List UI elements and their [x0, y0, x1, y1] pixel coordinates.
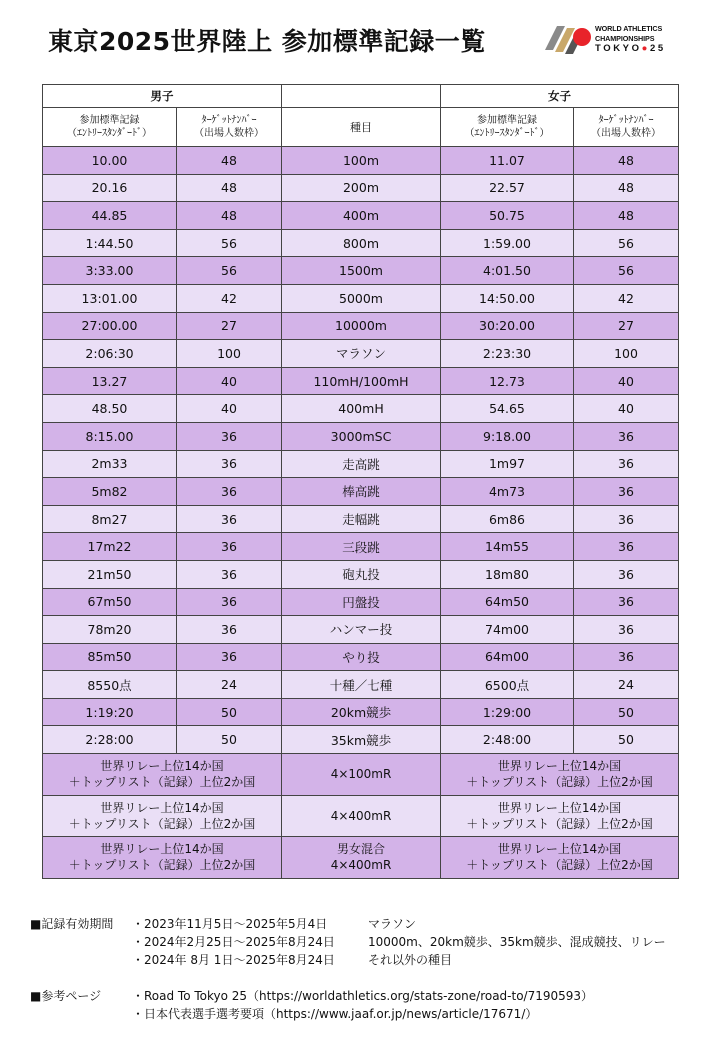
- table-row: [43, 229, 679, 257]
- table-row: [43, 422, 679, 450]
- period-events: それ以外の種目: [368, 953, 453, 967]
- women-entry-standard: 30:20.00: [441, 312, 574, 340]
- relay-event-name: 4×400mR: [282, 795, 441, 837]
- table-row: [43, 340, 679, 368]
- period-events: 10000m、20km競歩、35km競歩、混成競技、リレー: [368, 935, 666, 949]
- men-entry-standard: 85m50: [43, 643, 177, 671]
- women-target-number: 56: [574, 257, 679, 285]
- table-row: [43, 671, 679, 699]
- men-entry-standard: 17m22: [43, 533, 177, 561]
- women-entry-standard: 12.73: [441, 367, 574, 395]
- women-target-number: 100: [574, 340, 679, 368]
- relay-row: [43, 754, 679, 796]
- men-entry-standard: 8:15.00: [43, 422, 177, 450]
- table-row: [43, 202, 679, 230]
- event-header: 種目: [282, 108, 441, 147]
- women-entry-standard: 64m00: [441, 643, 574, 671]
- men-entry-standard: 3:33.00: [43, 257, 177, 285]
- women-target-number: 24: [574, 671, 679, 699]
- men-target-number: 36: [177, 533, 282, 561]
- women-target-number: 36: [574, 560, 679, 588]
- event-name: 砲丸投: [282, 560, 441, 588]
- women-entry-standard: 18m80: [441, 560, 574, 588]
- men-entry-standard: 13.27: [43, 367, 177, 395]
- event-name: やり投: [282, 643, 441, 671]
- men-target-number: 36: [177, 588, 282, 616]
- men-entry-standard: 44.85: [43, 202, 177, 230]
- women-relay-criteria: 世界リレー上位14か国 ＋トップリスト（記録）上位2か国: [441, 837, 679, 879]
- standards-table: [42, 84, 679, 879]
- women-target-number: 42: [574, 284, 679, 312]
- women-target-number: 48: [574, 147, 679, 175]
- table-row: [43, 284, 679, 312]
- women-entry-standard: 9:18.00: [441, 422, 574, 450]
- event-name: 110mH/100mH: [282, 367, 441, 395]
- women-entry-standard: 1m97: [441, 450, 574, 478]
- women-target-number: 36: [574, 643, 679, 671]
- men-entry-standard: 8550点: [43, 671, 177, 699]
- women-target-number: 40: [574, 395, 679, 423]
- page-title: 東京2025世界陸上 参加標準記録一覧: [48, 27, 486, 56]
- period-range: ・2024年 8月 1日～2025年8月24日: [132, 953, 335, 967]
- table-row: [43, 505, 679, 533]
- men-target-number: 56: [177, 257, 282, 285]
- women-entry-standard: 22.57: [441, 174, 574, 202]
- table-header-row: [43, 85, 679, 108]
- women-target-number: 48: [574, 202, 679, 230]
- men-target-number-header: ﾀｰｹﾞｯﾄﾅﾝﾊﾞｰ （出場人数枠）: [177, 108, 282, 147]
- women-entry-standard: 4m73: [441, 478, 574, 506]
- women-entry-standard: 2:23:30: [441, 340, 574, 368]
- period-range: ・2024年2月25日～2025年8月24日: [132, 935, 335, 949]
- logo-tokyo: TOKYO: [595, 43, 642, 54]
- logo-line1: WORLD ATHLETICS: [595, 24, 663, 33]
- table-row: [43, 450, 679, 478]
- women-entry-standard: 2:48:00: [441, 726, 574, 754]
- men-target-number: 50: [177, 726, 282, 754]
- men-entry-standard: 48.50: [43, 395, 177, 423]
- men-target-number: 36: [177, 450, 282, 478]
- women-target-number: 50: [574, 726, 679, 754]
- women-target-number: 36: [574, 422, 679, 450]
- event-name: ハンマー投: [282, 616, 441, 644]
- men-entry-standard: 2:28:00: [43, 726, 177, 754]
- women-entry-standard: 14m55: [441, 533, 574, 561]
- men-relay-criteria: 世界リレー上位14か国 ＋トップリスト（記録）上位2か国: [43, 754, 282, 796]
- event-name: 走高跳: [282, 450, 441, 478]
- event-name: 三段跳: [282, 533, 441, 561]
- table-subheader-row: [43, 108, 679, 147]
- women-target-number: 36: [574, 533, 679, 561]
- women-target-number: 36: [574, 450, 679, 478]
- logo-mark-icon: [543, 20, 591, 58]
- women-target-number: 36: [574, 616, 679, 644]
- men-target-number: 56: [177, 229, 282, 257]
- table-row: [43, 698, 679, 726]
- event-name: 走幅跳: [282, 505, 441, 533]
- men-entry-standard-header: 参加標準記録 （ｴﾝﾄﾘｰｽﾀﾝﾀﾞｰﾄﾞ）: [43, 108, 177, 147]
- men-entry-standard: 5m82: [43, 478, 177, 506]
- event-name: 5000m: [282, 284, 441, 312]
- reference-link[interactable]: ・Road To Tokyo 25（https://worldathletics.org/stats-zone/road-to/7190593）: [132, 989, 594, 1003]
- men-target-number: 36: [177, 422, 282, 450]
- women-entry-standard: 64m50: [441, 588, 574, 616]
- women-target-number: 48: [574, 174, 679, 202]
- men-target-number: 36: [177, 560, 282, 588]
- women-entry-standard: 50.75: [441, 202, 574, 230]
- women-entry-standard: 54.65: [441, 395, 574, 423]
- men-relay-criteria: 世界リレー上位14か国 ＋トップリスト（記録）上位2か国: [43, 795, 282, 837]
- women-target-number: 40: [574, 367, 679, 395]
- men-entry-standard: 10.00: [43, 147, 177, 175]
- men-entry-standard: 8m27: [43, 505, 177, 533]
- table-row: [43, 312, 679, 340]
- event-name: 35km競歩: [282, 726, 441, 754]
- table-row: [43, 257, 679, 285]
- women-entry-standard: 74m00: [441, 616, 574, 644]
- women-header: 女子: [441, 85, 679, 108]
- men-entry-standard: 67m50: [43, 588, 177, 616]
- period-events: マラソン: [368, 917, 417, 931]
- relay-row: [43, 837, 679, 879]
- women-entry-standard-header: 参加標準記録 （ｴﾝﾄﾘｰｽﾀﾝﾀﾞｰﾄﾞ）: [441, 108, 574, 147]
- table-row: [43, 588, 679, 616]
- men-target-number: 36: [177, 478, 282, 506]
- relay-event-name: 4×100mR: [282, 754, 441, 796]
- men-entry-standard: 13:01.00: [43, 284, 177, 312]
- event-name: 100m: [282, 147, 441, 175]
- men-target-number: 50: [177, 698, 282, 726]
- men-target-number: 48: [177, 174, 282, 202]
- logo-year: 25: [649, 43, 666, 54]
- reference-link[interactable]: ・日本代表選手選考要項（https://www.jaaf.or.jp/news/article/17671/）: [132, 1007, 538, 1021]
- relay-event-name: 男女混合 4×400mR: [282, 837, 441, 879]
- event-name: 400mH: [282, 395, 441, 423]
- men-entry-standard: 78m20: [43, 616, 177, 644]
- women-entry-standard: 6m86: [441, 505, 574, 533]
- women-target-number-header: ﾀｰｹﾞｯﾄﾅﾝﾊﾞｰ （出場人数枠）: [574, 108, 679, 147]
- table-row: [43, 533, 679, 561]
- women-entry-standard: 4:01.50: [441, 257, 574, 285]
- event-name: 400m: [282, 202, 441, 230]
- women-relay-criteria: 世界リレー上位14か国 ＋トップリスト（記録）上位2か国: [441, 754, 679, 796]
- table-row: [43, 395, 679, 423]
- event-name: 20km競歩: [282, 698, 441, 726]
- men-entry-standard: 2m33: [43, 450, 177, 478]
- women-entry-standard: 1:29:00: [441, 698, 574, 726]
- table-row: [43, 367, 679, 395]
- women-target-number: 36: [574, 505, 679, 533]
- men-target-number: 42: [177, 284, 282, 312]
- men-target-number: 48: [177, 202, 282, 230]
- event-name: 3000mSC: [282, 422, 441, 450]
- women-target-number: 36: [574, 478, 679, 506]
- men-entry-standard: 20.16: [43, 174, 177, 202]
- men-target-number: 36: [177, 643, 282, 671]
- table-row: [43, 643, 679, 671]
- women-target-number: 27: [574, 312, 679, 340]
- table-row: [43, 478, 679, 506]
- women-target-number: 56: [574, 229, 679, 257]
- reference-label: ■参考ページ: [30, 989, 102, 1003]
- men-header: 男子: [43, 85, 282, 108]
- table-row: [43, 560, 679, 588]
- men-entry-standard: 1:19:20: [43, 698, 177, 726]
- men-target-number: 36: [177, 616, 282, 644]
- women-relay-criteria: 世界リレー上位14か国 ＋トップリスト（記録）上位2か国: [441, 795, 679, 837]
- period-range: ・2023年11月5日～2025年5月4日: [132, 917, 328, 931]
- event-name: 円盤投: [282, 588, 441, 616]
- women-target-number: 36: [574, 588, 679, 616]
- women-entry-standard: 14:50.00: [441, 284, 574, 312]
- men-entry-standard: 21m50: [43, 560, 177, 588]
- men-target-number: 48: [177, 147, 282, 175]
- men-target-number: 24: [177, 671, 282, 699]
- relay-row: [43, 795, 679, 837]
- event-name: 800m: [282, 229, 441, 257]
- event-name: マラソン: [282, 340, 441, 368]
- event-name: 十種／七種: [282, 671, 441, 699]
- men-entry-standard: 2:06:30: [43, 340, 177, 368]
- men-target-number: 100: [177, 340, 282, 368]
- event-name: 1500m: [282, 257, 441, 285]
- table-row: [43, 174, 679, 202]
- period-label: ■記録有効期間: [30, 917, 114, 931]
- men-entry-standard: 27:00.00: [43, 312, 177, 340]
- table-row: [43, 616, 679, 644]
- women-entry-standard: 6500点: [441, 671, 574, 699]
- header-blank: [282, 85, 441, 108]
- men-target-number: 27: [177, 312, 282, 340]
- men-entry-standard: 1:44.50: [43, 229, 177, 257]
- logo-line2: CHAMPIONSHIPS: [595, 33, 655, 43]
- men-target-number: 40: [177, 367, 282, 395]
- men-relay-criteria: 世界リレー上位14か国 ＋トップリスト（記録）上位2か国: [43, 837, 282, 879]
- men-target-number: 36: [177, 505, 282, 533]
- women-target-number: 50: [574, 698, 679, 726]
- men-target-number: 40: [177, 395, 282, 423]
- women-entry-standard: 11.07: [441, 147, 574, 175]
- event-name: 棒高跳: [282, 478, 441, 506]
- table-row: [43, 726, 679, 754]
- table-row: [43, 147, 679, 175]
- women-entry-standard: 1:59.00: [441, 229, 574, 257]
- event-name: 10000m: [282, 312, 441, 340]
- event-name: 200m: [282, 174, 441, 202]
- championships-logo: WORLD ATHLETICS CHAMPIONSHIPS TOKYO●25: [543, 18, 693, 60]
